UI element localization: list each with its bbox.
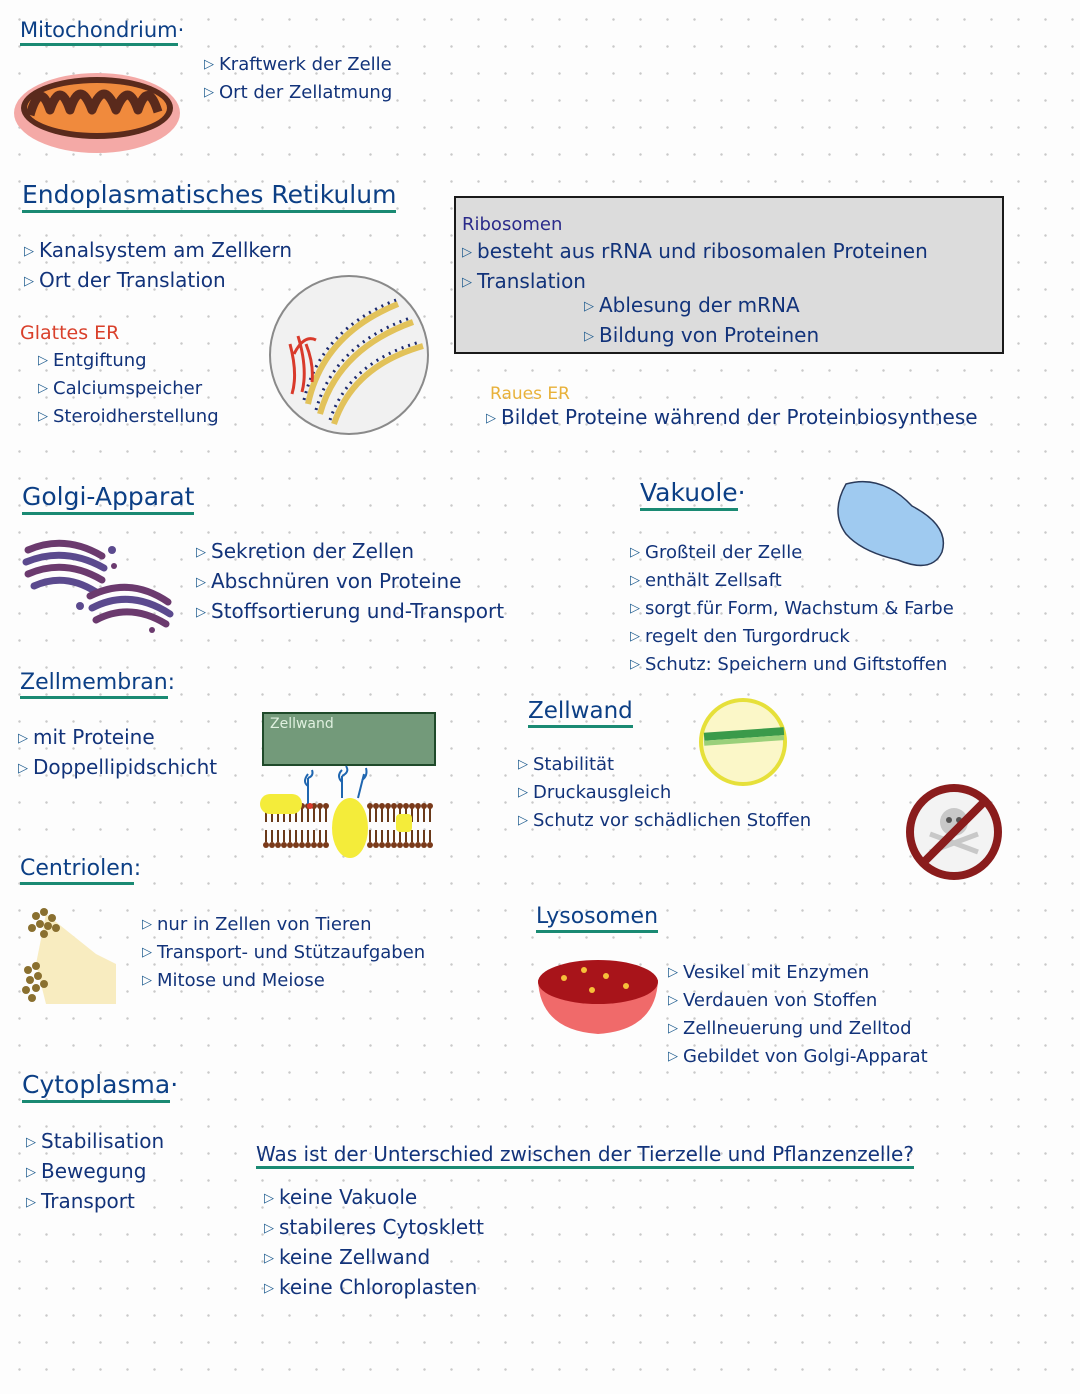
list-item: ▷ stabileres Cytosklett [264, 1215, 484, 1239]
list-item: ▷ Steroidherstellung [38, 406, 219, 427]
mitochondrium-title: Mitochondrium [20, 18, 178, 46]
lysosomen-illustration [536, 956, 660, 1038]
list-item: ▷ Sekretion der Zellen [196, 539, 415, 563]
golgi-heading [22, 482, 194, 511]
list-item: ▷ Stabilität [518, 754, 615, 775]
zellwand-diagram-label: Zellwand [270, 716, 334, 732]
list-item: ▷ Kraftwerk der Zelle [204, 54, 392, 75]
question-heading [256, 1142, 914, 1166]
centriolen-heading: Centriolen: [20, 856, 141, 881]
er-illustration [268, 274, 430, 436]
list-item: ▷ Translation [462, 269, 586, 293]
list-item: ▷ Stoffsortierung und-Transport [196, 599, 505, 623]
cytoplasma-list [26, 1128, 164, 1218]
list-item: ▷ nur in Zellen von Tieren [142, 914, 372, 935]
centriolen-illustration [16, 904, 120, 1008]
list-item: ▷ Mitose und Meiose [142, 970, 325, 991]
list-item: ▷ Schutz: Speichern und Giftstoffen [630, 654, 948, 675]
vakuole-heading: Vakuole· [640, 478, 746, 507]
list-item: ▷ Vesikel mit Enzymen [668, 962, 870, 983]
zellmembran-illustration [258, 764, 438, 860]
list-item: ▷ Ort der Translation [24, 268, 226, 292]
mitochondrium-illustration [12, 70, 182, 156]
list-item: ▷ keine Chloroplasten [264, 1275, 478, 1299]
rough-er-label: Raues ER [490, 384, 570, 404]
zellmembran-heading: Zellmembran: [20, 670, 175, 695]
list-item: ▷ Ablesung der mRNA [584, 293, 800, 317]
list-item: ▷ Verdauen von Stoffen [668, 990, 878, 1011]
vakuole-title: Vakuole [640, 478, 738, 511]
er-heading [22, 180, 396, 209]
zellwand-heading [528, 698, 633, 724]
ribosomen-sub-list [584, 292, 819, 352]
cytoplasma-title: Cytoplasma [22, 1070, 170, 1103]
list-item: ▷ Doppellipidschicht [18, 755, 218, 779]
vakuole-list [630, 540, 954, 680]
list-item: ▷ Transport- und Stützaufgaben [142, 942, 426, 963]
centriolen-list [142, 912, 425, 996]
zellwand-list [518, 752, 811, 836]
list-item: ▷ besteht aus rRNA und ribosomalen Proteinen [462, 239, 928, 263]
lysosomen-list [668, 960, 928, 1072]
smooth-er-label: Glattes ER [20, 322, 120, 344]
golgi-list [196, 538, 504, 628]
list-item: ▷ keine Zellwand [264, 1245, 431, 1269]
list-item: ▷ Bildung von Proteinen [584, 323, 820, 347]
centriolen-title: Centriolen [20, 856, 134, 885]
ribosomen-title: Ribosomen [462, 214, 563, 235]
list-item: ▷ Bildet Proteine während der Proteinbiosynthese [486, 405, 978, 429]
list-item: ▷ enthält Zellsaft [630, 570, 782, 591]
list-item: ▷ Abschnüren von Proteine [196, 569, 462, 593]
zellwand-diagram-box [262, 712, 436, 766]
list-item: ▷ Stabilisation [26, 1129, 165, 1153]
lysosomen-heading [536, 904, 658, 929]
er-title: Endoplasmatisches Retikulum [22, 180, 396, 213]
list-item: ▷ Entgiftung [38, 350, 147, 371]
zellmembran-title: Zellmembran [20, 670, 168, 699]
zellwand-title: Zellwand [528, 698, 633, 728]
list-item: ▷ Ort der Zellatmung [204, 82, 393, 103]
ribosomen-box [454, 196, 1004, 354]
rough-er-list [486, 404, 978, 434]
golgi-illustration [20, 536, 176, 632]
mitochondrium-list [204, 52, 392, 108]
ribosomen-list [462, 238, 928, 298]
list-item: ▷ Transport [26, 1189, 135, 1213]
golgi-title: Golgi-Apparat [22, 482, 194, 515]
list-item: ▷ Bewegung [26, 1159, 147, 1183]
list-item: ▷ mit Proteine [18, 725, 155, 749]
list-item: ▷ Kanalsystem am Zellkern [24, 238, 293, 262]
mitochondrium-heading: Mitochondrium· [20, 18, 184, 42]
no-toxin-icon [904, 782, 1004, 882]
list-item: ▷ Gebildet von Golgi-Apparat [668, 1046, 928, 1067]
list-item: ▷ Calciumspeicher [38, 378, 203, 399]
smooth-er-list [38, 348, 219, 432]
lysosomen-title: Lysosomen [536, 904, 658, 933]
er-list [24, 237, 292, 297]
cytoplasma-heading: Cytoplasma· [22, 1070, 178, 1099]
list-item: ▷ regelt den Turgordruck [630, 626, 850, 647]
list-item: ▷ Großteil der Zelle [630, 542, 803, 563]
list-item: ▷ Druckausgleich [518, 782, 672, 803]
list-item: ▷ Zellneuerung und Zelltod [668, 1018, 912, 1039]
list-item: ▷ keine Vakuole [264, 1185, 418, 1209]
question-title: Was ist der Unterschied zwischen der Tierzelle und Pflanzenzelle? [256, 1142, 914, 1169]
question-list [264, 1184, 484, 1304]
list-item: ▷ sorgt für Form, Wachstum & Farbe [630, 598, 954, 619]
zellmembran-list [18, 724, 217, 784]
list-item: ▷ Schutz vor schädlichen Stoffen [518, 810, 812, 831]
